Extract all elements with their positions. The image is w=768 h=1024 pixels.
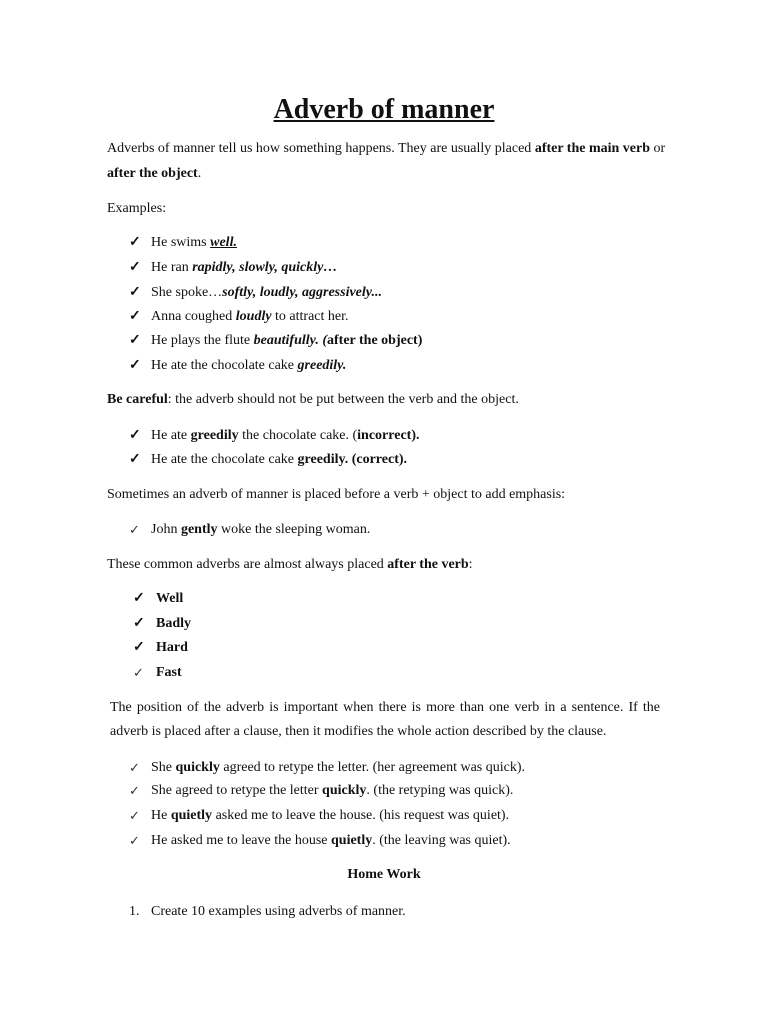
clause-example-item: He asked me to leave the house quietly. (the leaving was quiet). — [151, 833, 511, 848]
checkmark-icon: ✓ — [129, 783, 140, 798]
example-item: He plays the flute beautifully. (after the object) — [151, 333, 423, 348]
clause-example-item: She quickly agreed to retype the letter. (her agreement was quick). — [151, 760, 525, 775]
checkmark-icon: ✓ — [129, 808, 140, 823]
checkmark-icon: ✓ — [129, 358, 141, 373]
common-adverb-item: Badly — [156, 616, 192, 631]
checkmark-icon: ✓ — [129, 833, 140, 848]
checkmark-icon: ✓ — [129, 309, 141, 324]
careful-example-item: He ate greedily the chocolate cake. (incorrect). — [151, 428, 420, 443]
homework-item-number: 1. — [129, 904, 140, 919]
homework-item-text: Create 10 examples using adverbs of manner. — [151, 904, 406, 919]
checkmark-icon: ✓ — [129, 333, 141, 348]
example-item: He ate the chocolate cake greedily. — [151, 358, 347, 373]
emphasis-note: Sometimes an adverb of manner is placed before a verb + object to add emphasis: — [107, 487, 566, 502]
page-title: Adverb of manner — [273, 94, 495, 125]
checkmark-icon: ✓ — [133, 591, 145, 606]
common-adverb-item: Fast — [156, 665, 182, 680]
common-adverbs-note: These common adverbs are almost always placed after the verb: — [107, 557, 473, 572]
checkmark-icon: ✓ — [133, 665, 144, 680]
intro-line-1: Adverbs of manner tell us how something happens. They are usually placed after the main verb or — [107, 141, 666, 156]
checkmark-icon: ✓ — [129, 760, 140, 775]
checkmark-icon: ✓ — [129, 260, 141, 275]
intro-line-2: after the object. — [107, 166, 202, 181]
examples-label: Examples: — [107, 201, 167, 216]
example-item: He ran rapidly, slowly, quickly… — [151, 260, 338, 275]
checkmark-icon: ✓ — [129, 522, 140, 537]
clause-example-item: She agreed to retype the letter quickly. (the retyping was quick). — [151, 783, 514, 798]
example-item: Anna coughed loudly to attract her. — [151, 309, 349, 324]
checkmark-icon: ✓ — [129, 285, 141, 300]
position-paragraph-line-1: The position of the adverb is important when there is more than one verb in a sentence. If the — [110, 700, 660, 715]
careful-example-item: He ate the chocolate cake greedily. (correct). — [151, 452, 408, 467]
checkmark-icon: ✓ — [129, 452, 141, 467]
common-adverb-item: Hard — [156, 640, 188, 655]
emphasis-example: John gently woke the sleeping woman. — [151, 522, 371, 537]
homework-title: Home Work — [347, 867, 421, 882]
be-careful-note: Be careful: the adverb should not be put between the verb and the object. — [107, 392, 519, 407]
checkmark-icon: ✓ — [133, 640, 145, 655]
clause-example-item: He quietly asked me to leave the house. (his request was quiet). — [151, 808, 510, 823]
checkmark-icon: ✓ — [129, 428, 141, 443]
example-item: He swims well. — [151, 235, 237, 250]
example-item: She spoke…softly, loudly, aggressively... — [151, 285, 382, 300]
checkmark-icon: ✓ — [133, 616, 145, 631]
common-adverb-item: Well — [156, 591, 184, 606]
checkmark-icon: ✓ — [129, 235, 141, 250]
position-paragraph-line-2: adverb is placed after a clause, then it modifies the whole action described by the clause. — [110, 724, 607, 739]
